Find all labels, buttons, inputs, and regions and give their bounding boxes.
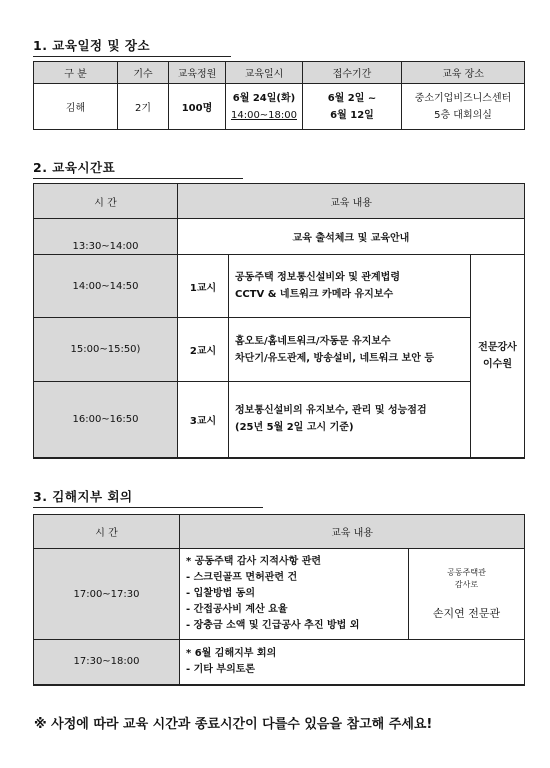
table-row — [34, 255, 525, 318]
content-line: (25년 5월 2일 고시 기준) — [235, 422, 354, 434]
speaker-org: 공동주택관 — [447, 568, 486, 577]
speaker-name: 손지연 전문관 — [432, 607, 501, 620]
header-content: 교육 내용 — [180, 515, 525, 549]
table-row — [34, 84, 525, 130]
header-capacity: 교육정원 — [169, 62, 226, 84]
section1-title: 1. 교육일정 및 장소 — [33, 36, 231, 57]
header-time: 시 간 — [34, 184, 178, 219]
cell-reception — [303, 84, 402, 130]
cell-cohort: 2기 — [118, 84, 169, 130]
header-time: 시 간 — [34, 515, 180, 549]
content-line: - 간접공사비 계산 요율 — [186, 604, 288, 615]
period-cell: 2교시 — [178, 318, 229, 382]
time-cell: 16:00~16:50 — [34, 382, 178, 458]
place-line-1: 중소기업비즈니스센터 — [414, 92, 512, 104]
content-line: 정보통신설비의 유지보수, 관리 및 성능점검 — [235, 405, 427, 417]
header-cohort: 기수 — [118, 62, 169, 84]
reception-start: 6월 2일 ~ — [327, 92, 377, 104]
meeting-table — [33, 514, 525, 686]
content-line: * 6월 김해지부 회의 — [186, 647, 277, 659]
cell-region: 김해 — [34, 84, 118, 130]
content-cell — [180, 549, 409, 640]
header-category: 구 분 — [34, 62, 118, 84]
section3-title: 3. 김해지부 회의 — [33, 487, 263, 508]
timetable — [33, 183, 525, 459]
content-cell: 교육 출석체크 및 교육안내 — [178, 219, 525, 255]
speaker-cell — [409, 549, 525, 640]
time-cell: 14:00~14:50 — [34, 255, 178, 318]
content-line: - 기타 부의토론 — [186, 663, 256, 675]
content-line: 홈오토/홈네트워크/자동문 유지보수 — [235, 335, 391, 347]
instructor-title: 전문강사 — [478, 341, 517, 353]
cell-datetime — [226, 84, 303, 130]
header-reception: 접수기간 — [303, 62, 402, 84]
section2-title: 2. 교육시간표 — [33, 158, 243, 179]
content-cell — [229, 318, 471, 382]
content-line: - 스크린골프 면허관련 건 — [186, 572, 298, 583]
time-cell: 17:00~17:30 — [34, 549, 180, 640]
instructor-name: 이수원 — [483, 358, 512, 370]
time-cell: 15:00~15:50) — [34, 318, 178, 382]
schedule-table — [33, 61, 525, 130]
reception-end: 6월 12일 — [330, 109, 374, 121]
content-line: CCTV & 네트워크 카메라 유지보수 — [235, 289, 394, 300]
table-row — [34, 640, 525, 685]
time-text: 14:00~18:00 — [230, 109, 297, 121]
date-text: 6월 24일(화) — [232, 92, 296, 104]
content-line: - 입찰방법 동의 — [186, 588, 256, 599]
content-line: * 공동주택 감사 지적사항 관련 — [186, 556, 322, 567]
content-cell — [229, 255, 471, 318]
content-line: 공동주택 정보통신설비와 및 관계법령 — [235, 272, 401, 283]
content-cell — [229, 382, 471, 458]
table-row — [34, 382, 525, 458]
header-content: 교육 내용 — [178, 184, 525, 219]
period-cell: 3교시 — [178, 382, 229, 458]
content-line: 차단기/유도관제, 방송설비, 네트워크 보안 등 — [235, 352, 435, 364]
instructor-cell — [471, 255, 525, 458]
time-cell: 17:30~18:00 — [34, 640, 180, 685]
table-row — [34, 318, 525, 382]
table-row — [34, 549, 525, 640]
speaker-role: 감사로 — [454, 580, 479, 589]
content-line: - 장충금 소액 및 긴급공사 추진 방법 외 — [186, 620, 360, 631]
period-cell: 1교시 — [178, 255, 229, 318]
header-place: 교육 장소 — [402, 62, 525, 84]
cell-capacity: 100명 — [169, 84, 226, 130]
cell-place — [402, 84, 525, 130]
content-cell — [180, 640, 525, 685]
footer-note: ※ 사정에 따라 교육 시간과 종료시간이 다를수 있음을 참고해 주세요! — [34, 717, 433, 732]
table-row — [34, 219, 525, 255]
place-line-2: 5층 대회의실 — [434, 109, 492, 121]
time-cell: 13:30~14:00 — [34, 219, 178, 255]
header-datetime: 교육일시 — [226, 62, 303, 84]
